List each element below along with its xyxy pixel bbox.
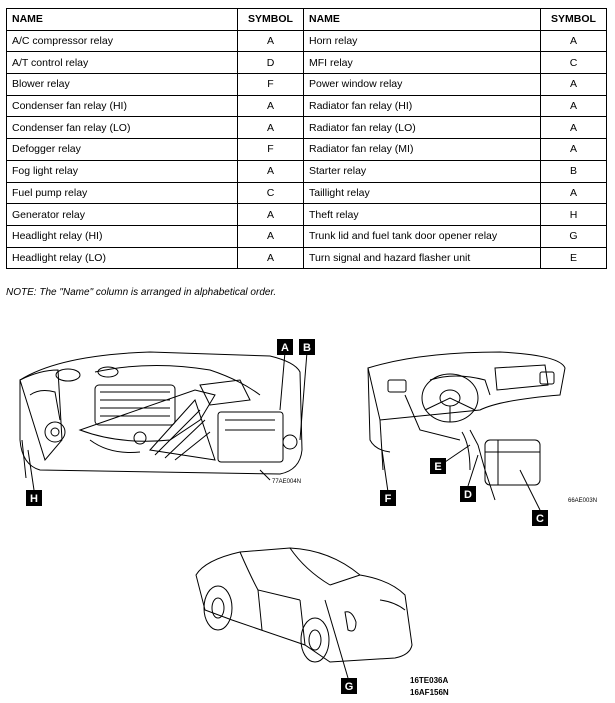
relay-name-left: Defogger relay bbox=[7, 139, 238, 161]
relay-symbol-left: A bbox=[238, 117, 304, 139]
relay-symbol-right: A bbox=[541, 95, 607, 117]
relay-symbol-right: B bbox=[541, 160, 607, 182]
alphabetical-note: NOTE: The "Name" column is arranged in alphabetical order. bbox=[6, 287, 277, 298]
label-box-f bbox=[380, 490, 396, 506]
label-h: H bbox=[30, 493, 38, 505]
relay-symbol-left: A bbox=[238, 30, 304, 52]
relay-symbol-left: A bbox=[238, 247, 304, 269]
label-box-c bbox=[532, 510, 548, 526]
label-box-b bbox=[299, 339, 315, 355]
relay-name-right: Theft relay bbox=[304, 204, 541, 226]
relay-name-left: Fuel pump relay bbox=[7, 182, 238, 204]
label-b: B bbox=[303, 342, 311, 354]
relay-symbol-left: D bbox=[238, 52, 304, 74]
relay-name-right: Horn relay bbox=[304, 30, 541, 52]
label-box-g bbox=[341, 678, 357, 694]
relay-symbol-left: A bbox=[238, 204, 304, 226]
relay-symbol-left: A bbox=[238, 160, 304, 182]
relay-symbol-right: A bbox=[541, 74, 607, 96]
relay-name-right: Starter relay bbox=[304, 160, 541, 182]
relay-name-left: A/T control relay bbox=[7, 52, 238, 74]
relay-symbol-right: A bbox=[541, 182, 607, 204]
relay-symbol-left: F bbox=[238, 139, 304, 161]
relay-name-left: Headlight relay (HI) bbox=[7, 225, 238, 247]
relay-symbol-right: G bbox=[541, 225, 607, 247]
header-symbol-right: SYMBOL bbox=[541, 9, 607, 31]
relay-name-left: Blower relay bbox=[7, 74, 238, 96]
relay-symbol-left: A bbox=[238, 225, 304, 247]
relay-symbol-right: A bbox=[541, 117, 607, 139]
relay-name-left: Condenser fan relay (HI) bbox=[7, 95, 238, 117]
label-box-h bbox=[26, 490, 42, 506]
label-e: E bbox=[434, 461, 442, 473]
header-name-right: NAME bbox=[304, 9, 541, 31]
engine-figure-code: 77AE004N bbox=[272, 479, 302, 485]
car-illustration bbox=[196, 548, 412, 678]
label-box-a bbox=[277, 339, 293, 355]
relay-symbol-left: F bbox=[238, 74, 304, 96]
relay-name-left: Fog light relay bbox=[7, 160, 238, 182]
dashboard-figure-code: 66AE003N bbox=[568, 498, 598, 504]
relay-symbol-right: C bbox=[541, 52, 607, 74]
relay-name-right: Radiator fan relay (HI) bbox=[304, 95, 541, 117]
label-box-d bbox=[460, 486, 476, 502]
relay-name-right: Trunk lid and fuel tank door opener relay bbox=[304, 225, 541, 247]
relay-name-right: Power window relay bbox=[304, 74, 541, 96]
relay-symbol-right: A bbox=[541, 139, 607, 161]
label-g: G bbox=[344, 681, 354, 693]
label-box-e bbox=[430, 458, 446, 474]
relay-name-right: MFI relay bbox=[304, 52, 541, 74]
relay-symbol-left: C bbox=[238, 182, 304, 204]
relay-name-left: Generator relay bbox=[7, 204, 238, 226]
relay-symbol-left: A bbox=[238, 95, 304, 117]
relay-symbol-right: A bbox=[541, 30, 607, 52]
relay-name-right: Taillight relay bbox=[304, 182, 541, 204]
label-a: A bbox=[281, 342, 289, 354]
relay-name-right: Turn signal and hazard flasher unit bbox=[304, 247, 541, 269]
relay-name-right: Radiator fan relay (MI) bbox=[304, 139, 541, 161]
relay-symbol-right: H bbox=[541, 204, 607, 226]
car-figure-code-1: 16TE036A bbox=[410, 676, 449, 685]
header-name-left: NAME bbox=[7, 9, 238, 31]
label-c: C bbox=[536, 513, 544, 525]
header-symbol-left: SYMBOL bbox=[238, 9, 304, 31]
relay-name-right: Radiator fan relay (LO) bbox=[304, 117, 541, 139]
label-f: F bbox=[384, 493, 392, 505]
relay-name-left: A/C compressor relay bbox=[7, 30, 238, 52]
relay-name-left: Condenser fan relay (LO) bbox=[7, 117, 238, 139]
label-d: D bbox=[464, 489, 472, 501]
relay-name-left: Headlight relay (LO) bbox=[7, 247, 238, 269]
car-figure-code-2: 16AF156N bbox=[410, 688, 449, 697]
relay-symbol-right: E bbox=[541, 247, 607, 269]
engine-bay-illustration bbox=[20, 352, 307, 490]
